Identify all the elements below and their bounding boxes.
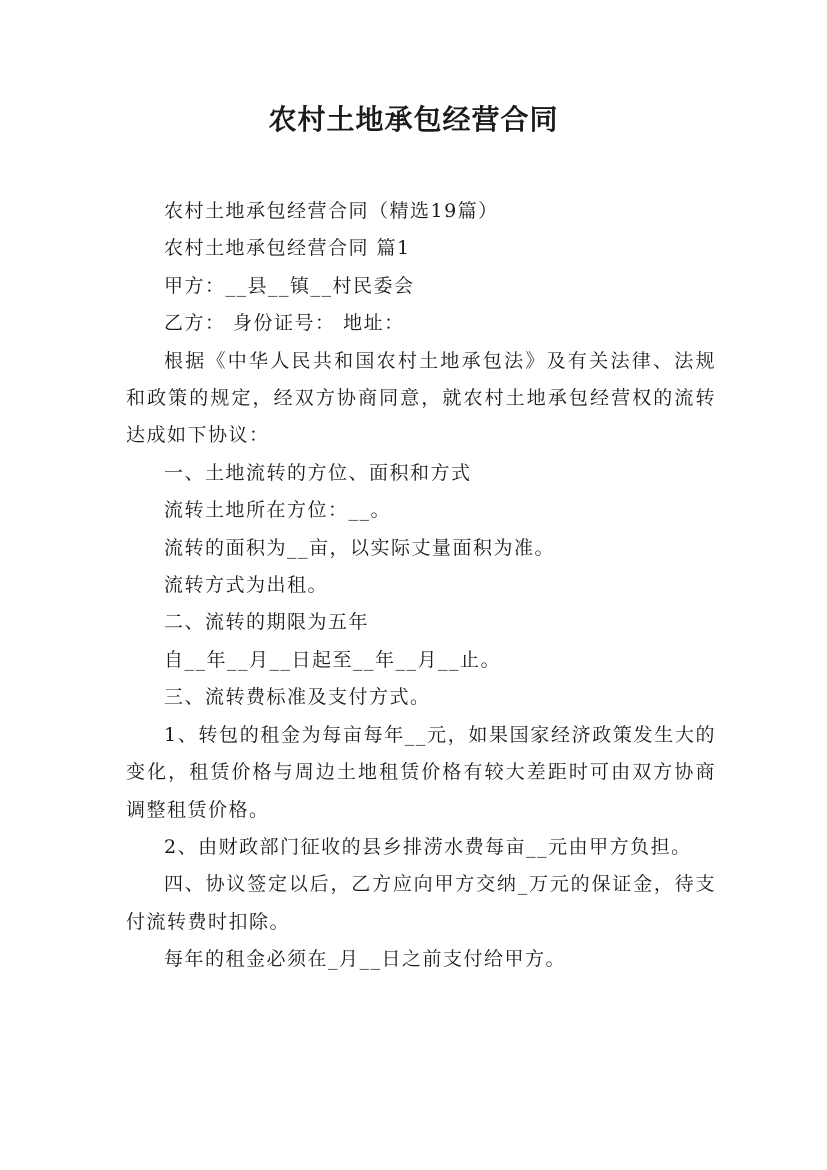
paragraph-clause-3-heading: 三、流转费标准及支付方式。 bbox=[164, 686, 431, 709]
paragraph-clause-2-heading: 二、流转的期限为五年 bbox=[164, 611, 370, 634]
paragraph-method: 流转方式为出租。 bbox=[164, 574, 329, 597]
document-title: 农村土地承包经营合同 bbox=[268, 103, 559, 136]
paragraph-party-a: 甲方：__县__镇__村民委会 bbox=[164, 274, 415, 297]
paragraph-preamble: 根据《中华人民共和国农村土地承包法》及有关法律、法规和政策的规定，经双方协商同意，就农村土地承包经营权的流转达成如下协议： bbox=[126, 349, 716, 447]
paragraph-clause-1-heading: 一、土地流转的方位、面积和方式 bbox=[164, 461, 472, 484]
paragraph-party-b: 乙方： 身份证号： 地址： bbox=[164, 312, 405, 335]
paragraph-payment-deadline: 每年的租金必须在_月__日之前支付给甲方。 bbox=[164, 948, 567, 971]
paragraph-subtitle: 农村土地承包经营合同（精选19篇） bbox=[164, 200, 499, 222]
paragraph-drainage-fee: 2、由财政部门征收的县乡排涝水费每亩__元由甲方负担。 bbox=[164, 835, 692, 858]
paragraph-area: 流转的面积为__亩，以实际丈量面积为准。 bbox=[164, 536, 556, 559]
paragraph-section-heading: 农村土地承包经营合同 篇1 bbox=[164, 237, 411, 260]
paragraph-location: 流转土地所在方位：__。 bbox=[164, 499, 392, 522]
document-body bbox=[126, 193, 716, 979]
paragraph-term-dates: 自__年__月__日起至__年__月__止。 bbox=[164, 648, 502, 671]
paragraph-clause-4-deposit: 四、协议签定以后，乙方应向甲方交纳_万元的保证金，待支付流转费时扣除。 bbox=[126, 873, 716, 933]
paragraph-rent: 1、转包的租金为每亩每年__元，如果国家经济政策发生大的变化，租赁价格与周边土地租赁价格有较大差距时可由双方协商调整租赁价格。 bbox=[126, 723, 716, 821]
